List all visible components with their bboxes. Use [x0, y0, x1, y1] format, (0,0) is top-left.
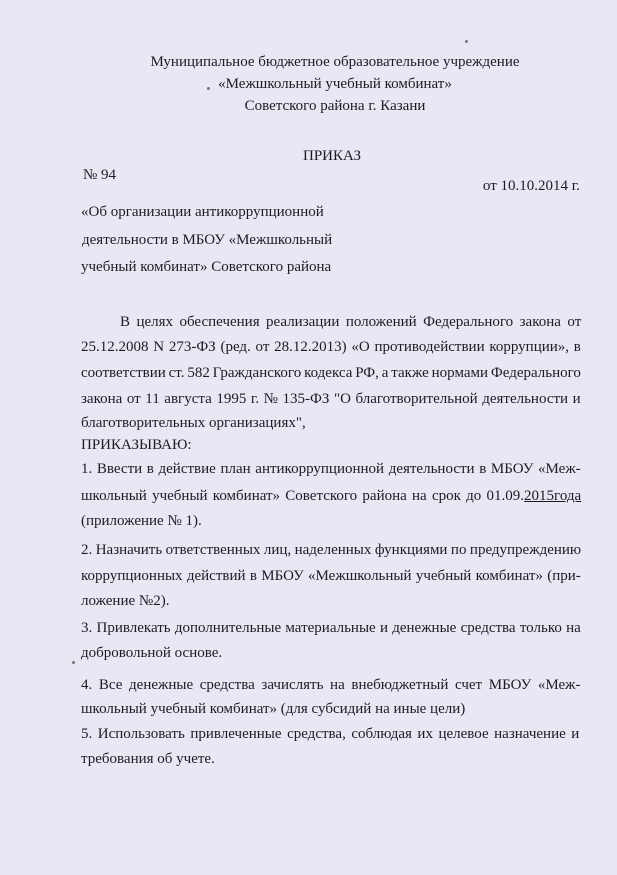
subject-line: учебный комбинат» Советского района: [81, 259, 332, 275]
scan-speck: [72, 661, 75, 664]
item-3-line: 3. Привлекать дополнительные материальные и денежные средства только на: [81, 620, 581, 636]
order-word: ПРИКАЗЫВАЮ:: [81, 437, 192, 453]
preamble-line: закона от 11 августа 1995 г. № 135-ФЗ "О благотворительной деятельности и: [81, 391, 581, 407]
item-1-line: 1. Ввести в действие план антикоррупционной деятельности в МБОУ «Меж-: [81, 461, 581, 477]
scan-speck: [207, 87, 210, 90]
item-5-line: 5. Использовать привлеченные средства, соблюдая их целевое назначение и: [81, 726, 580, 742]
item-1-line: [81, 487, 581, 505]
header-institution: Муниципальное бюджетное образовательное учреждение: [150, 54, 520, 70]
item-4-line: школьный учебный комбинат» (для субсидий на иные цели): [81, 701, 466, 717]
item-1-text: школьный учебный комбинат» Советского района на срок до 01.09.: [81, 488, 525, 504]
item-3-line: добровольной основе.: [81, 645, 223, 661]
item-5-line: требования об учете.: [81, 751, 215, 767]
scan-speck: [465, 40, 468, 43]
preamble-line: соответствии ст. 582 Гражданского кодекса РФ, а также нормами Федерального: [81, 365, 581, 381]
preamble-line: 25.12.2008 N 273-ФЗ (ред. от 28.12.2013) «О противодействии коррупции», в: [81, 339, 581, 355]
header-district: Советского района г. Казани: [244, 98, 426, 114]
item-2-line: 2. Назначить ответственных лиц, наделенных функциями по предупреждению: [81, 542, 582, 558]
item-2-line: ложение №2).: [81, 593, 170, 609]
item-2-line: коррупционных действий в МБОУ «Межшкольный учебный комбинат» (при-: [81, 568, 581, 584]
order-date: от 10.10.2014 г.: [482, 178, 580, 194]
order-number: № 94: [83, 167, 117, 183]
item-1-deadline-year: 2015года: [524, 488, 582, 504]
subject-line: «Об организации антикоррупционной: [81, 204, 324, 220]
header-name: «Межшкольный учебный комбинат»: [218, 76, 452, 92]
subject-line: деятельности в МБОУ «Межшкольный: [82, 232, 333, 248]
order-title: ПРИКАЗ: [303, 148, 361, 164]
preamble-line: В целях обеспечения реализации положений Федерального закона от: [120, 314, 582, 330]
item-1-line: (приложение № 1).: [81, 513, 202, 529]
item-4-line: 4. Все денежные средства зачислять на внебюджетный счет МБОУ «Меж-: [81, 677, 581, 693]
preamble-line: благотворительных организациях",: [81, 415, 306, 431]
